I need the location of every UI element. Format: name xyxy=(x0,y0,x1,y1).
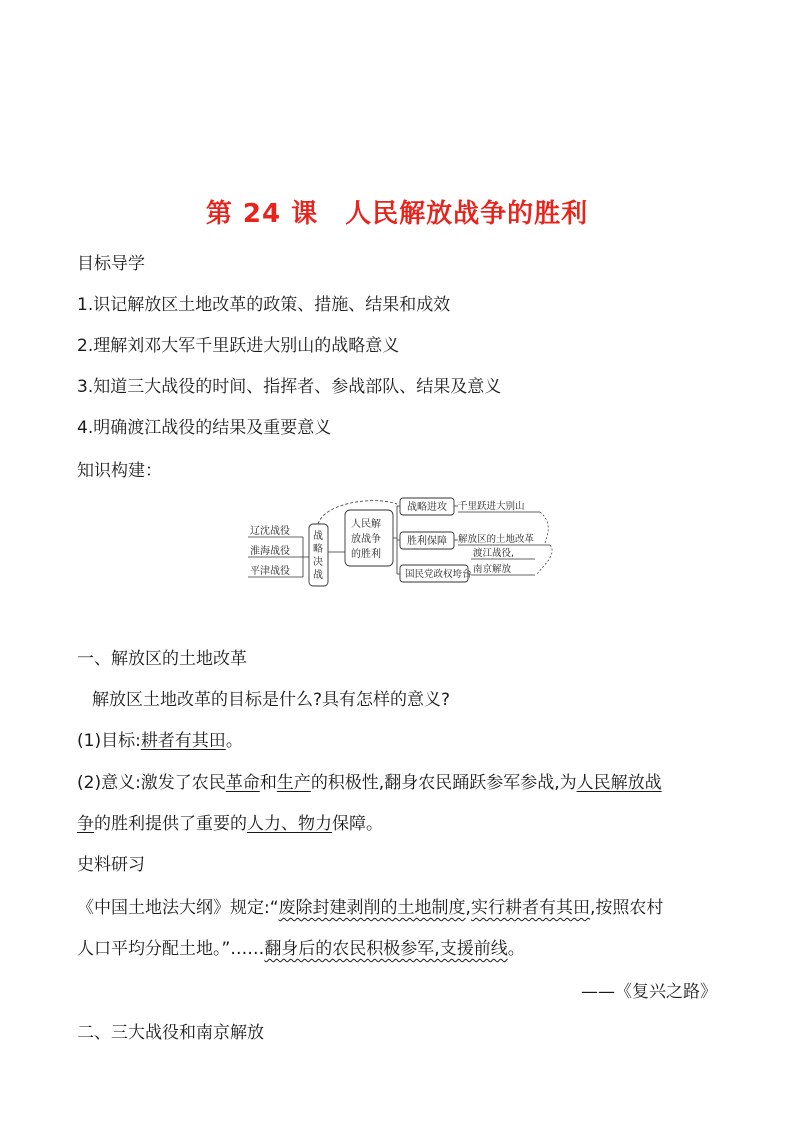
knowledge-diagram xyxy=(245,494,565,590)
answer2-underline-revolution: 革命 xyxy=(225,773,260,793)
result-land-reform: 解放区的土地改革 xyxy=(458,534,535,545)
history-quote-line-1 xyxy=(77,896,663,920)
answer1-prefix: (1)目标: xyxy=(77,731,141,751)
answer2-underline-war-end: 争 xyxy=(77,814,94,834)
knowledge-heading: 知识构建： xyxy=(77,461,162,481)
center-line-2: 放战争 xyxy=(351,534,381,545)
goal-item-2: 2.理解刘邓大军千里跃进大别山的战略意义 xyxy=(77,336,400,356)
quote-part-e: 。 xyxy=(507,939,525,959)
section1-heading: 一、解放区的土地改革 xyxy=(77,649,247,669)
campaign-list xyxy=(248,524,309,577)
quote-part-c: ,按照农村 xyxy=(589,898,664,918)
quote-part-b: , xyxy=(465,898,471,918)
answer2-part-a: (2)意义:激发了农民 xyxy=(77,773,226,793)
branch-offensive: 战略进攻 xyxy=(407,502,447,513)
quote-part-a: 《中国土地法大纲》规定:“ xyxy=(77,898,279,918)
answer2-part-d: 的胜利提供了重要的 xyxy=(94,814,247,834)
quote-wavy-3: 翻身后的农民积极参军,支援前线 xyxy=(264,939,508,959)
quote-wavy-2: 实行耕者有其田 xyxy=(470,898,590,918)
decisive-char-4: 战 xyxy=(313,570,323,581)
page-title: 第 24 课 人民解放战争的胜利 xyxy=(205,199,589,229)
decisive-char-2: 略 xyxy=(313,544,323,555)
answer2-part-b: 和 xyxy=(259,773,277,793)
quote-part-d: 人口平均分配土地。”…… xyxy=(77,939,265,959)
center-line-3: 的胜利 xyxy=(351,549,381,560)
result-crossing: 渡江战役, xyxy=(473,548,515,559)
answer2-underline-resources: 人力、物力 xyxy=(247,814,332,834)
goal-item-1: 1.识记解放区土地改革的政策、措施、结果和成效 xyxy=(77,295,451,315)
history-quote-line-2 xyxy=(77,937,525,961)
branch-collapse: 国民党政权垮台 xyxy=(405,569,472,580)
result-dabieshan: 千里跃进大别山 xyxy=(458,501,525,512)
center-line-1: 人民解 xyxy=(351,519,381,530)
section1-answer-1 xyxy=(77,729,243,753)
answer1-end: 。 xyxy=(225,731,243,751)
decisive-char-3: 决 xyxy=(313,557,323,568)
answer2-part-e: 保障。 xyxy=(332,814,383,834)
quote-wavy-1: 废除封建剥削的土地制度 xyxy=(278,898,466,918)
goal-item-3: 3.知道三大战役的时间、指挥者、参战部队、结果及意义 xyxy=(77,377,502,397)
answer2-underline-war: 人民解放战 xyxy=(576,773,662,793)
campaign-liaoshen: 辽沈战役 xyxy=(250,526,290,537)
section2-heading: 二、三大战役和南京解放 xyxy=(77,1023,264,1043)
section1-answer-2-line-1 xyxy=(77,771,662,795)
branch-guarantee: 胜利保障 xyxy=(407,536,447,547)
section1-answer-2-line-2 xyxy=(77,812,383,836)
goal-item-4: 4.明确渡江战役的结果及重要意义 xyxy=(77,418,332,438)
decisive-char-1: 战 xyxy=(313,531,323,542)
section1-question: 解放区土地改革的目标是什么?具有怎样的意义? xyxy=(92,690,451,710)
history-heading: 史料研习 xyxy=(77,855,145,875)
result-nanjing: 南京解放 xyxy=(473,564,512,575)
campaign-pingjin: 平津战役 xyxy=(250,566,290,577)
answer2-underline-production: 生产 xyxy=(276,773,311,793)
answer1-underlined: 耕者有其田 xyxy=(140,731,226,751)
campaign-huaihai: 淮海战役 xyxy=(250,546,290,557)
quote-source: ——《复兴之路》 xyxy=(581,982,717,1002)
answer2-part-c: 的积极性,翻身农民踊跃参军参战,为 xyxy=(310,773,577,793)
goals-heading: 目标导学 xyxy=(77,254,145,274)
